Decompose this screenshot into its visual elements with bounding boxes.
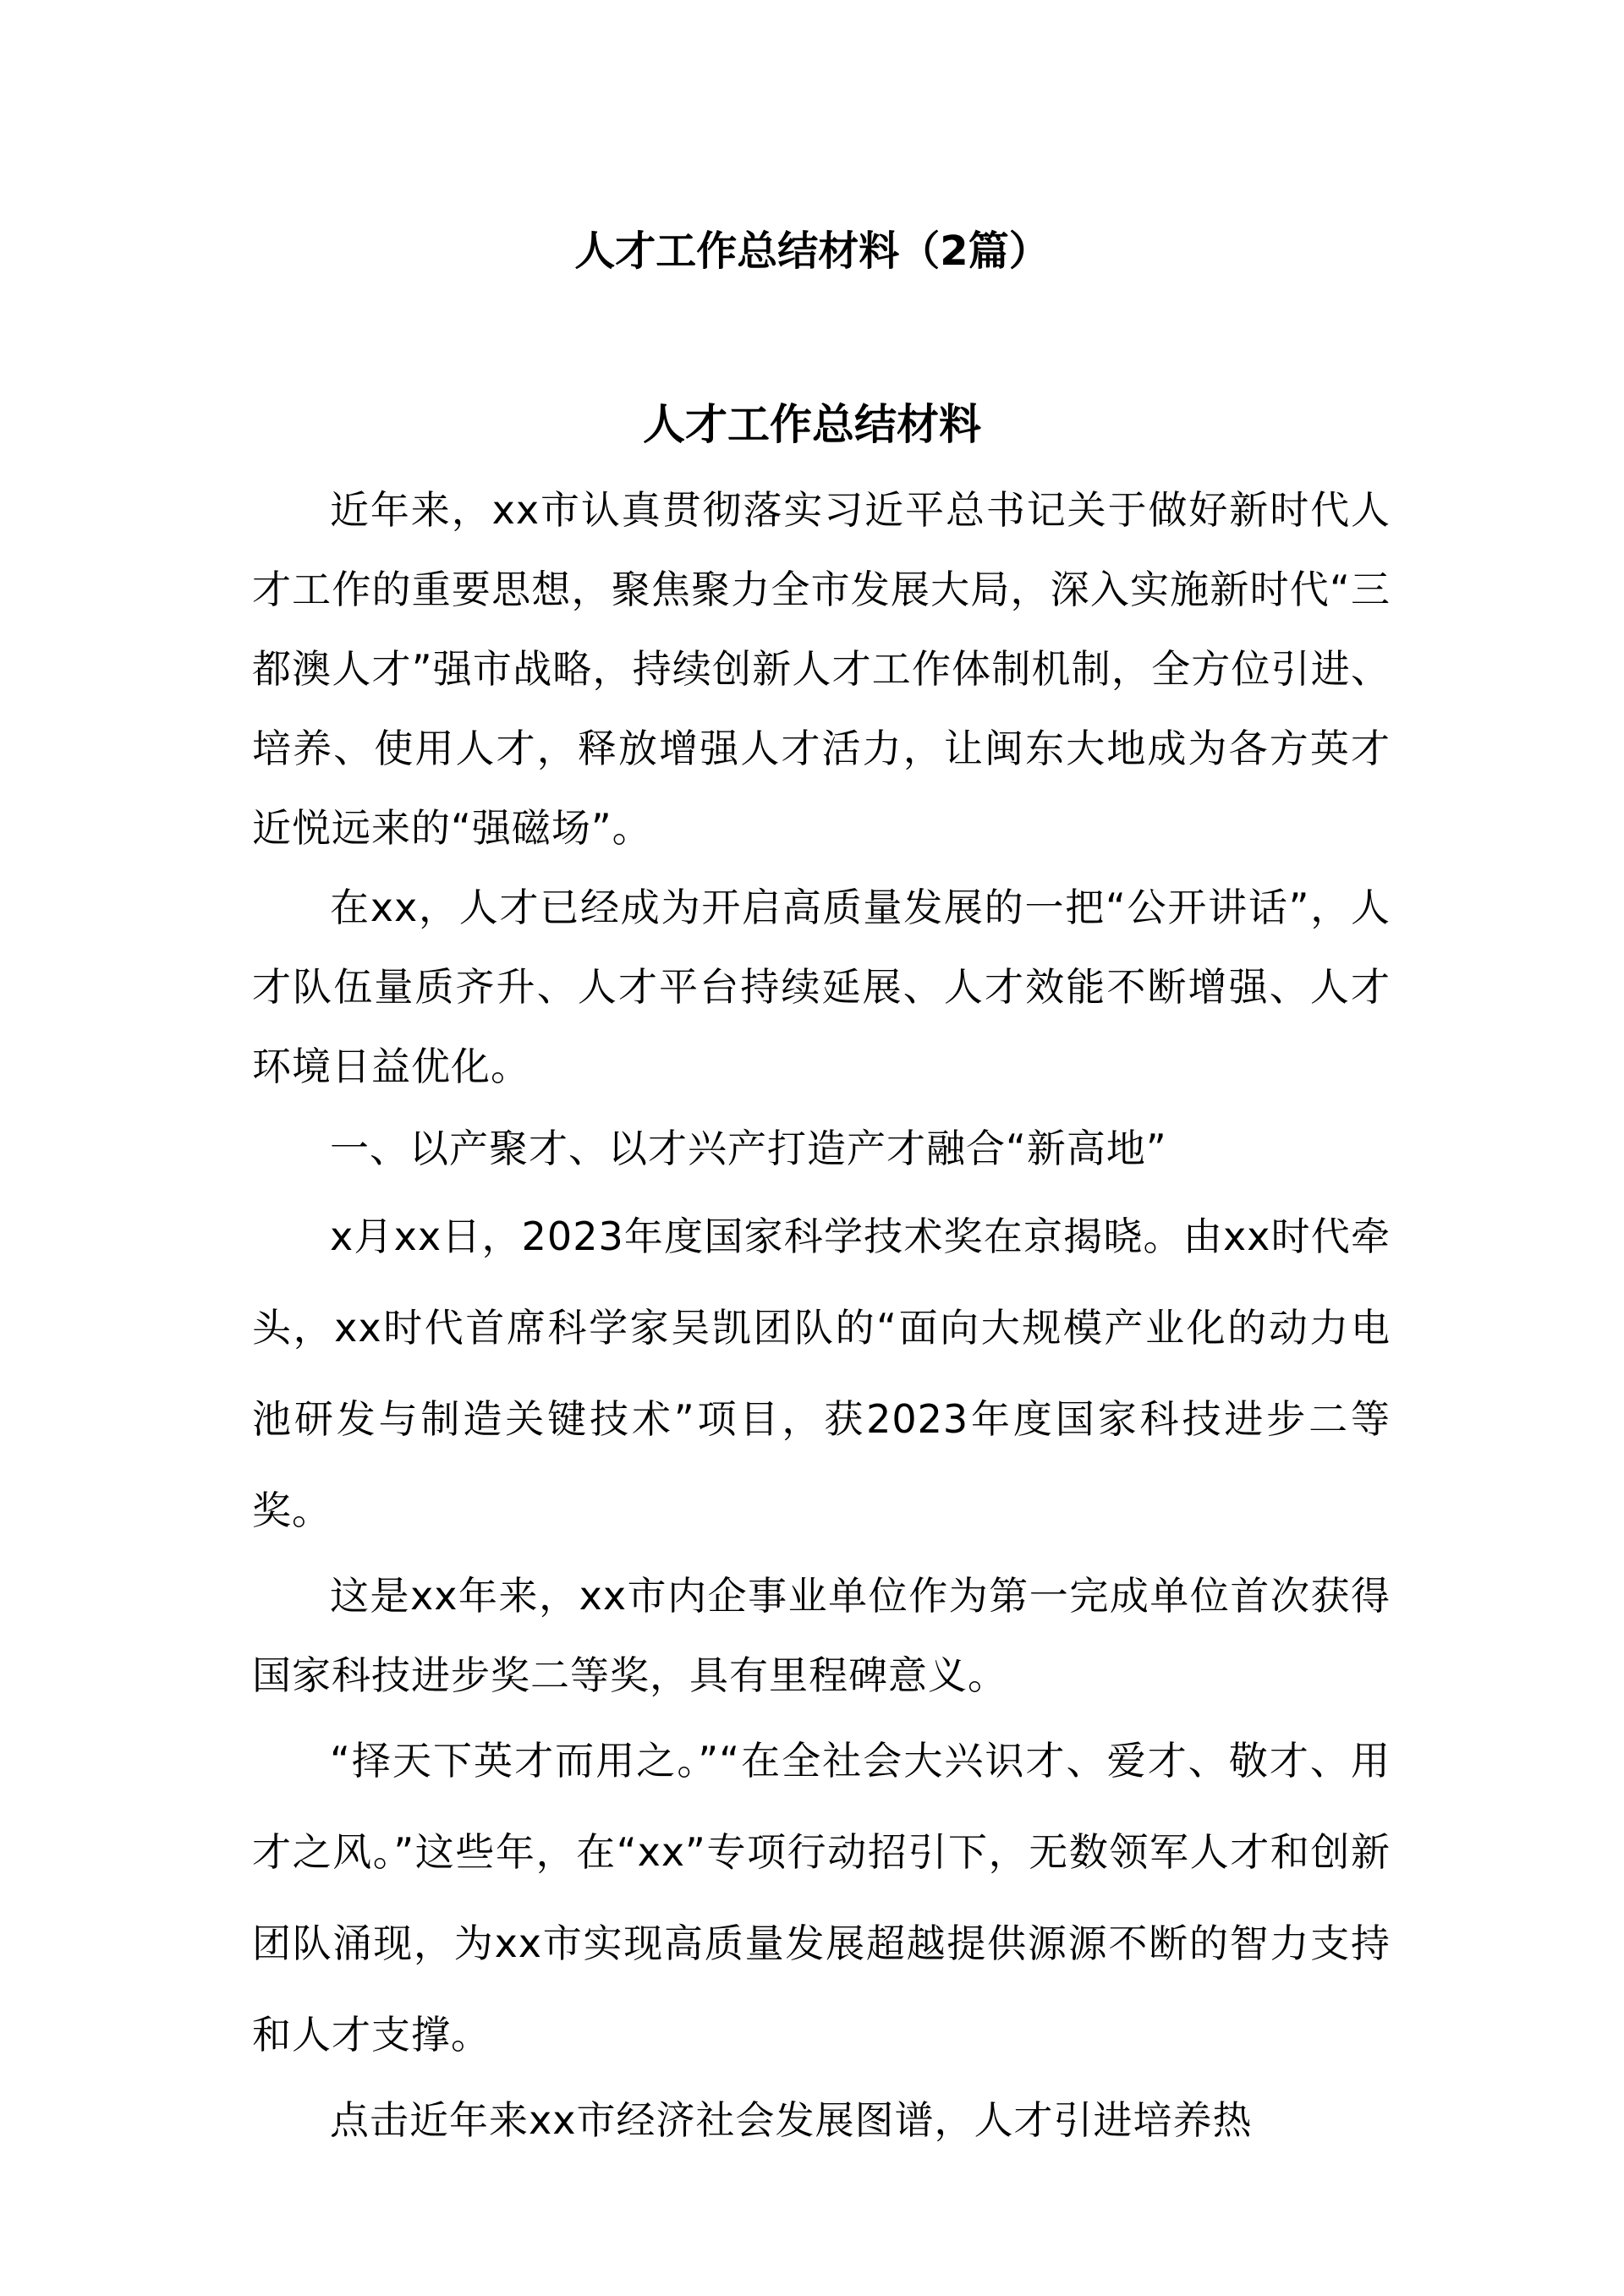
paragraph-science-award: x月xx日，2023年度国家科学技术奖在京揭晓。由xx时代牵头，xx时代首席科学家吴凯团队的“面向大规模产业化的动力电池研发与制造关键技术”项目，获2023年度国家科技进步二等奖。 [252,1214,1391,1533]
paragraph-milestone: 这是xx年来，xx市内企事业单位作为第一完成单位首次获得国家科技进步奖二等奖，具有里程碑意义。 [252,1573,1391,1698]
paragraph-talent-quote: “择天下英才而用之。”“在全社会大兴识才、爱才、敬才、用才之风。”这些年，在“xx”专项行动招引下，无数领军人才和创新团队涌现，为xx市实现高质量发展超越提供源源不断的智力支持和人才支撑。 [252,1738,1391,2058]
document-body [252,470,1391,2160]
paragraph-intro: 近年来，xx市认真贯彻落实习近平总书记关于做好新时代人才工作的重要思想，聚焦聚力全市发展大局，深入实施新时代“三都澳人才”强市战略，持续创新人才工作体制机制，全方位引进、培养、使用人才，释放增强人才活力，让闽东大地成为各方英才近悦远来的“强磁场”。 [252,487,1391,851]
paragraph-talent-key: 在xx，人才已经成为开启高质量发展的一把“公开讲话”，人才队伍量质齐升、人才平台持续延展、人才效能不断增强、人才环境日益优化。 [252,885,1391,1089]
paragraph-development-map: 点击近年来xx市经济社会发展图谱，人才引进培养热 [330,2097,1253,2143]
document-subtitle: 人才工作总结材料 [643,400,981,449]
section-heading-1: 一、以产聚才、以才兴产打造产才融合“新高地” [330,1126,1167,1171]
document-title: 人才工作总结材料（2篇） [574,227,1050,275]
